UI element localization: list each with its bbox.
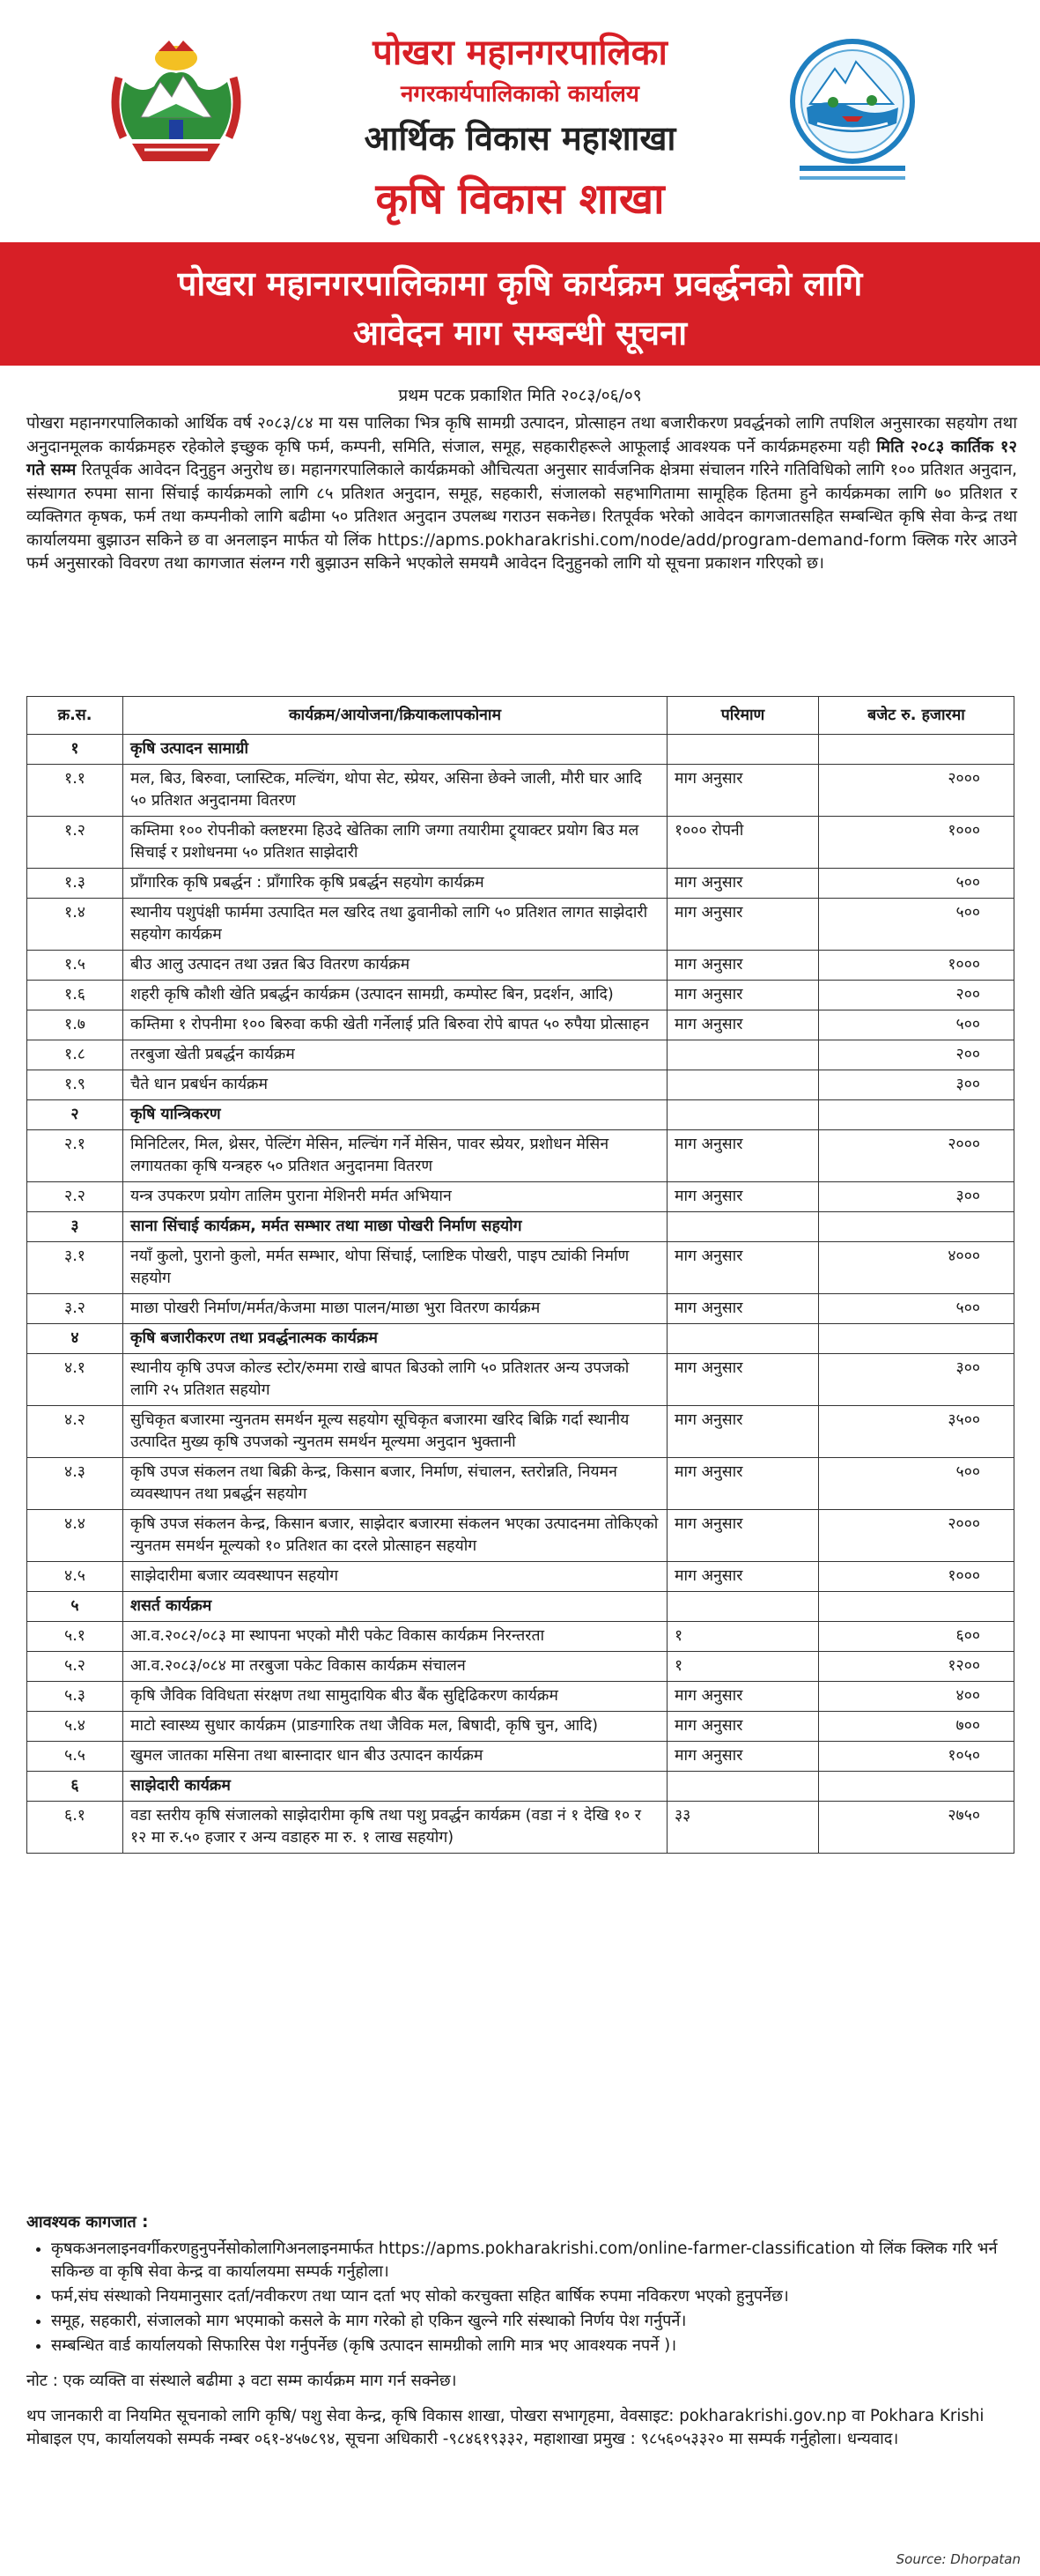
banner-title-line1: पोखरा महानगरपालिकामा कृषि कार्यक्रम प्रवर्द्धनको लागि [177,264,863,303]
division-name: आर्थिक विकास महाशाखा [364,119,676,158]
cell-quantity: माग अनुसार [668,951,819,981]
cell-program-name: खुमल जातका मसिना तथा बास्नादार धान बीउ उत्पादन कार्यक्रम [123,1742,668,1772]
cell-budget: ४०० [819,1682,1014,1712]
table-row [27,1562,1014,1592]
cell-budget [819,1324,1014,1354]
cell-budget: ६०० [819,1622,1014,1652]
cell-serial: ६ [27,1772,123,1802]
cell-serial: १.३ [27,869,123,899]
cell-quantity: माग अनुसार [668,1712,819,1742]
table-row [27,1070,1014,1100]
cell-quantity: माग अनुसार [668,765,819,817]
header-program-name: कार्यक्रम/आयोजना/क्रियाकलापकोनाम [123,697,668,735]
header-budget: बजेट रु. हजारमा [819,697,1014,735]
document-item: • समूह, सहकारी, संजालको माग भएमाको कसले के माग गरेको हो एकिन खुल्ने गरि संस्थाको निर्णय पेश गर्नुपर्ने। [51,2310,1017,2333]
cell-program-name: माटो स्वास्थ्य सुधार कार्यक्रम (प्राङगारिक तथा जैविक मल, बिषादी, कृषि चुन, आदि) [123,1712,668,1742]
table-row [27,1712,1014,1742]
required-documents [26,2211,1017,2451]
table-row [27,1354,1014,1406]
cell-serial: १.५ [27,951,123,981]
table-row [27,981,1014,1010]
cell-budget [819,1100,1014,1130]
cell-serial: ४.१ [27,1354,123,1406]
cell-program-name: तरबुजा खेती प्रबर्द्धन कार्यक्रम [123,1040,668,1070]
cell-program-name: कम्तिमा १ रोपनीमा १०० बिरुवा कफी खेती गर्नेलाई प्रति बिरुवा रोपे बापत ५० रुपैया प्रोत्साहन [123,1010,668,1040]
cell-serial: ४.३ [27,1458,123,1510]
cell-program-name: मिनिटिलर, मिल, थ्रेसर, पेल्टिंग मेसिन, मल्चिंग गर्ने मेसिन, पावर स्प्रेयर, प्रशोधन मेसिन लगायतका कृषि यन्त्रहरु ५० प्रतिशत अनुदानमा वितरण [123,1130,668,1182]
category-row [27,1100,1014,1130]
cell-quantity: माग अनुसार [668,981,819,1010]
cell-budget: २०० [819,1040,1014,1070]
cell-quantity [668,1070,819,1100]
cell-budget: ५०० [819,869,1014,899]
cell-program-name: साझेदारी कार्यक्रम [123,1772,668,1802]
cell-serial: २.१ [27,1130,123,1182]
cell-serial: १.६ [27,981,123,1010]
intro-text-part1: पोखरा महानगरपालिकाको आर्थिक वर्ष २०८३/८४ मा यस पालिका भित्र कृषि सामग्री उत्पादन, प्रोत्साहन तथा बजारीकरण प्रवर्द्धनको लागि तपशिल अनुसारका सहयोग तथा अनुदानमूलक कार्यक्रमहरु रहेकोले इच्छुक कृषि फर्म, कम्पनी, समिति, संजाल, समूह, सहकारीहरूले आफूलाई आवश्यक पर्ने कार्यक्रमहरुमा यही [26,414,1017,456]
cell-program-name: कम्तिमा १०० रोपनीको क्लष्टरमा हिउदे खेतिका लागि जग्गा तयारीमा ट्र्याक्टर प्रयोग बिउ मल सिचाई र प्रशोधनमा ५० प्रतिशत साझेदारी [123,817,668,869]
cell-quantity: माग अनुसार [668,899,819,951]
documents-heading: आवश्यक कागजात : [26,2213,149,2232]
cell-quantity: १ [668,1652,819,1682]
documents-list [26,2238,1017,2358]
table-row [27,1742,1014,1772]
cell-serial: ३ [27,1212,123,1242]
cell-serial: ४.५ [27,1562,123,1592]
table-row [27,1406,1014,1458]
category-row [27,735,1014,765]
cell-serial: ५.२ [27,1652,123,1682]
table-row [27,1802,1014,1854]
document-item: • सम्बन्धित वार्ड कार्यालयको सिफारिस पेश गर्नुपर्नेछ (कृषि उत्पादन सामग्रीको लागि मात्र भए आवश्यक नपर्ने )। [51,2335,1017,2358]
category-row [27,1212,1014,1242]
cell-serial: ४.४ [27,1510,123,1562]
pokhara-city-logo-icon [764,35,940,189]
cell-serial: १.७ [27,1010,123,1040]
intro-paragraph [26,412,1017,576]
cell-budget: ७०० [819,1712,1014,1742]
cell-quantity: माग अनुसार [668,1458,819,1510]
cell-budget [819,1212,1014,1242]
cell-quantity [668,1324,819,1354]
cell-program-name: नयाँ कुलो, पुरानो कुलो, मर्मत सम्भार, थोपा सिंचाई, प्लाष्टिक पोखरी, पाइप ट्यांकी निर्माण सहयोग [123,1242,668,1294]
cell-quantity: माग अनुसार [668,1682,819,1712]
category-row [27,1324,1014,1354]
cell-quantity: १ [668,1622,819,1652]
cell-quantity: ३३ [668,1802,819,1854]
table-row [27,1130,1014,1182]
cell-program-name: आ.व.२०८३/०८४ मा तरबुजा पकेट विकास कार्यक्रम संचालन [123,1652,668,1682]
cell-quantity [668,1592,819,1622]
note-text: नोट : एक व्यक्ति वा संस्थाले बढीमा ३ वटा सम्म कार्यक्रम माग गर्न सक्नेछ। [26,2372,457,2390]
cell-quantity: माग अनुसार [668,1242,819,1294]
table-row [27,1682,1014,1712]
cell-quantity: माग अनुसार [668,1406,819,1458]
table-row [27,1510,1014,1562]
cell-serial: ५.५ [27,1742,123,1772]
cell-serial: १.४ [27,899,123,951]
cell-serial: १.८ [27,1040,123,1070]
cell-serial: १ [27,735,123,765]
cell-program-name: मल, बिउ, बिरुवा, प्लास्टिक, मल्चिंग, थोपा सेट, स्प्रेयर, असिना छेक्ने जाली, मौरी घार आदि ५० प्रतिशत अनुदानमा वितरण [123,765,668,817]
cell-quantity [668,1040,819,1070]
cell-budget: २०० [819,981,1014,1010]
header-serial: क्र.स. [27,697,123,735]
cell-serial: १.२ [27,817,123,869]
cell-budget: ५०० [819,1458,1014,1510]
cell-budget [819,1592,1014,1622]
cell-program-name: माछा पोखरी निर्माण/मर्मत/केजमा माछा पालन/माछा भुरा वितरण कार्यक्रम [123,1294,668,1324]
cell-program-name: साझेदारीमा बजार व्यवस्थापन सहयोग [123,1562,668,1592]
table-row [27,765,1014,817]
cell-serial: ३.१ [27,1242,123,1294]
table-row [27,1010,1014,1040]
table-row [27,1294,1014,1324]
cell-program-name: स्थानीय पशुपंक्षी फार्ममा उत्पादित मल खरिद तथा ढुवानीको लागि ५० प्रतिशत लागत साझेदारी सहयोग कार्यक्रम [123,899,668,951]
cell-serial: ५.१ [27,1622,123,1652]
cell-quantity: माग अनुसार [668,1130,819,1182]
category-row [27,1592,1014,1622]
cell-program-name: चैते धान प्रबर्धन कार्यक्रम [123,1070,668,1100]
cell-program-name: कृषि उपज संकलन केन्द्र, किसान बजार, साझेदार बजारमा संकलन भएका उत्पादनमा तोकिएको न्युनतम समर्थन मूल्यको १० प्रतिशत का दरले प्रोत्साहन सहयोग [123,1510,668,1562]
cell-quantity: १००० रोपनी [668,817,819,869]
deadline-text: मिति २०८३ कार्तिक १२ गते सम्म [26,437,1017,479]
publish-date: प्रथम पटक प्रकाशित मिति २०८३/०६/०९ [398,386,642,405]
cell-budget: २००० [819,1130,1014,1182]
cell-program-name: शहरी कृषि कौशी खेति प्रबर्द्धन कार्यक्रम (उत्पादन सामग्री, कम्पोस्ट बिन, प्रदर्शन, आदि) [123,981,668,1010]
cell-budget: ५०० [819,899,1014,951]
cell-quantity [668,1100,819,1130]
cell-budget [819,735,1014,765]
document-item: • कृषकअनलाइनवर्गीकरणहुनुपर्नेसोकोलागिअनलाइनमार्फत https://apms.pokharakrishi.com/online-farmer-classification यो लिंक क्लिक गरि भर्न सकिन्छ वा कृषि सेवा केन्द्र वा कार्यालयमा सम्पर्क गर्नुहोला। [51,2238,1017,2284]
cell-serial: १.९ [27,1070,123,1100]
cell-budget: ५०० [819,1010,1014,1040]
cell-budget: १००० [819,1562,1014,1592]
cell-budget: ३०० [819,1070,1014,1100]
table-row [27,1622,1014,1652]
cell-serial: २ [27,1100,123,1130]
cell-program-name: वडा स्तरीय कृषि संजालको साझेदारीमा कृषि तथा पशु प्रवर्द्धन कार्यक्रम (वडा नं १ देखि १० र १२ मा रु.५० हजार र अन्य वडाहरु मा रु. १ लाख सहयोग) [123,1802,668,1854]
cell-serial: २.२ [27,1182,123,1212]
cell-quantity: माग अनुसार [668,1510,819,1562]
cell-budget: २००० [819,1510,1014,1562]
cell-budget: ३०० [819,1182,1014,1212]
table-row [27,869,1014,899]
notice-header [0,0,1040,240]
cell-serial: ५.४ [27,1712,123,1742]
category-row [27,1772,1014,1802]
cell-quantity: माग अनुसार [668,1010,819,1040]
cell-serial: ५ [27,1592,123,1622]
cell-program-name: कृषि बजारीकरण तथा प्रवर्द्धनात्मक कार्यक्रम [123,1324,668,1354]
document-item: • फर्म,संघ संस्थाको नियमानुसार दर्ता/नवीकरण तथा प्यान दर्ता भए सोको करचुक्ता सहित बार्षिक रुपमा नविकरण भएको हुनुपर्नेछ। [51,2285,1017,2308]
cell-serial: ५.३ [27,1682,123,1712]
office-name: नगरकार्यपालिकाको कार्यालय [400,81,640,107]
table-row [27,951,1014,981]
cell-budget: १२०० [819,1652,1014,1682]
cell-budget: २७५० [819,1802,1014,1854]
cell-program-name: कृषि उत्पादन सामाग्री [123,735,668,765]
cell-quantity [668,1772,819,1802]
cell-budget: १०५० [819,1742,1014,1772]
cell-program-name: कृषि उपज संकलन तथा बिक्री केन्द्र, किसान बजार, निर्माण, संचालन, स्तरोन्नति, नियमन व्यवस्थापन तथा प्रबर्द्धन सहयोग [123,1458,668,1510]
cell-program-name: स्थानीय कृषि उपज कोल्ड स्टोर/रुममा राखे बापत बिउको लागि ५० प्रतिशतर अन्य उपजको लागि २५ प्रतिशत सहयोग [123,1354,668,1406]
cell-quantity: माग अनुसार [668,1182,819,1212]
cell-program-name: सुचिकृत बजारमा न्युनतम समर्थन मूल्य सहयोग सूचिकृत बजारमा खरिद बिक्रि गर्दा स्थानीय उत्पादित मुख्य कृषि उपजको न्युनतम समर्थन मूल्यमा अनुदान भुक्तानी [123,1406,668,1458]
cell-program-name: कृषि जैविक विविधता संरक्षण तथा सामुदायिक बीउ बैंक सुद्दिढिकरण कार्यक्रम [123,1682,668,1712]
cell-budget [819,1772,1014,1802]
cell-serial: ३.२ [27,1294,123,1324]
cell-quantity [668,1212,819,1242]
cell-budget: ५०० [819,1294,1014,1324]
cell-budget: ४००० [819,1242,1014,1294]
table-row [27,817,1014,869]
cell-program-name: बीउ आलु उत्पादन तथा उन्नत बिउ वितरण कार्यक्रम [123,951,668,981]
program-table [26,696,1014,1854]
header-quantity: परिमाण [668,697,819,735]
cell-serial: ६.१ [27,1802,123,1854]
table-row [27,1458,1014,1510]
banner-title-line2: आवेदन माग सम्बन्धी सूचना [352,314,688,352]
contact-info: थप जानकारी वा नियमित सूचनाको लागि कृषि/ पशु सेवा केन्द्र, कृषि विकास शाखा, पोखरा सभागृहमा, वेवसाइट: pokharakrishi.gov.np वा Pokhara Krishi मोबाइल एप, कार्यालयको सम्पर्क नम्बर ०६१-४५७८९४, सूचना अधिकारी -९८४६१९३३२, महाशाखा प्रमुख : ९८५६०५३३२० मा सम्पर्क गर्नुहोला। धन्यवाद। [26,2407,985,2448]
cell-program-name: कृषि यान्त्रिकरण [123,1100,668,1130]
cell-budget: २००० [819,765,1014,817]
table-header-row [27,697,1014,735]
cell-budget: १००० [819,817,1014,869]
cell-budget: ३५०० [819,1406,1014,1458]
cell-budget: १००० [819,951,1014,981]
table-row [27,1182,1014,1212]
cell-quantity [668,735,819,765]
cell-quantity: माग अनुसार [668,1742,819,1772]
title-banner [0,242,1040,366]
cell-program-name: यन्त्र उपकरण प्रयोग तालिम पुराना मेशिनरी मर्मत अभियान [123,1182,668,1212]
cell-program-name: साना सिंचाई कार्यक्रम, मर्मत सम्भार तथा माछा पोखरी निर्माण सहयोग [123,1212,668,1242]
cell-program-name: प्राँगारिक कृषि प्रबर्द्धन : प्राँगारिक कृषि प्रबर्द्धन सहयोग कार्यक्रम [123,869,668,899]
cell-quantity: माग अनुसार [668,1562,819,1592]
org-name: पोखरा महानगरपालिका [372,33,668,73]
cell-quantity: माग अनुसार [668,1354,819,1406]
source-credit: Source: Dhorpatan [896,2551,1021,2567]
cell-serial: ४ [27,1324,123,1354]
cell-budget: ३०० [819,1354,1014,1406]
cell-quantity: माग अनुसार [668,869,819,899]
cell-quantity: माग अनुसार [668,1294,819,1324]
intro-text-part2: रितपूर्वक आवेदन दिनुहुन अनुरोध छ। महानगरपालिकाले कार्यक्रमको औचित्यता अनुसार सार्वजनिक क्षेत्रमा संचालन गरिने गतिविधिको लागि १०० प्रतिशत अनुदान, संस्थागत रुपमा साना सिंचाई कार्यक्रमको लागि ८५ प्रतिशत अनुदान, समूह, सहकारी, संजालको सहभागितामा सामूहिक हितमा हुने कार्यक्रमका लागि ७० प्रतिशत र व्यक्तिगत कृषक, फर्म तथा कम्पनीको लागि बढीमा ५० प्रतिशत अनुदान उपलब्ध गराउन सकनेछ। रितपूर्वक भरेको आवेदन कागजातसहित सम्बन्धित कृषि सेवा केन्द्र तथा कार्यालयमा बुझाउन सकिने छ वा अनलाइन मार्फत यो लिंक https://apms.pokharakrishi.com/node/add/program-demand-form क्लिक गरेर आउने फर्म अनुसारको विवरण तथा कागजात संलग्न गरी बुझाउन सकिने भएकोले समयमै आवेदन दिनुहुनको लागि यो सूचना प्रकाशन गरिएको छ। [26,461,1017,573]
table-row [27,899,1014,951]
table-row [27,1242,1014,1294]
cell-serial: १.१ [27,765,123,817]
cell-serial: ४.२ [27,1406,123,1458]
table-row [27,1652,1014,1682]
section-name: कृषि विकास शाखा [375,174,665,224]
table-row [27,1040,1014,1070]
cell-program-name: आ.व.२०८२/०८३ मा स्थापना भएको मौरी पकेट विकास कार्यक्रम निरन्तरता [123,1622,668,1652]
cell-program-name: शसर्त कार्यक्रम [123,1592,668,1622]
